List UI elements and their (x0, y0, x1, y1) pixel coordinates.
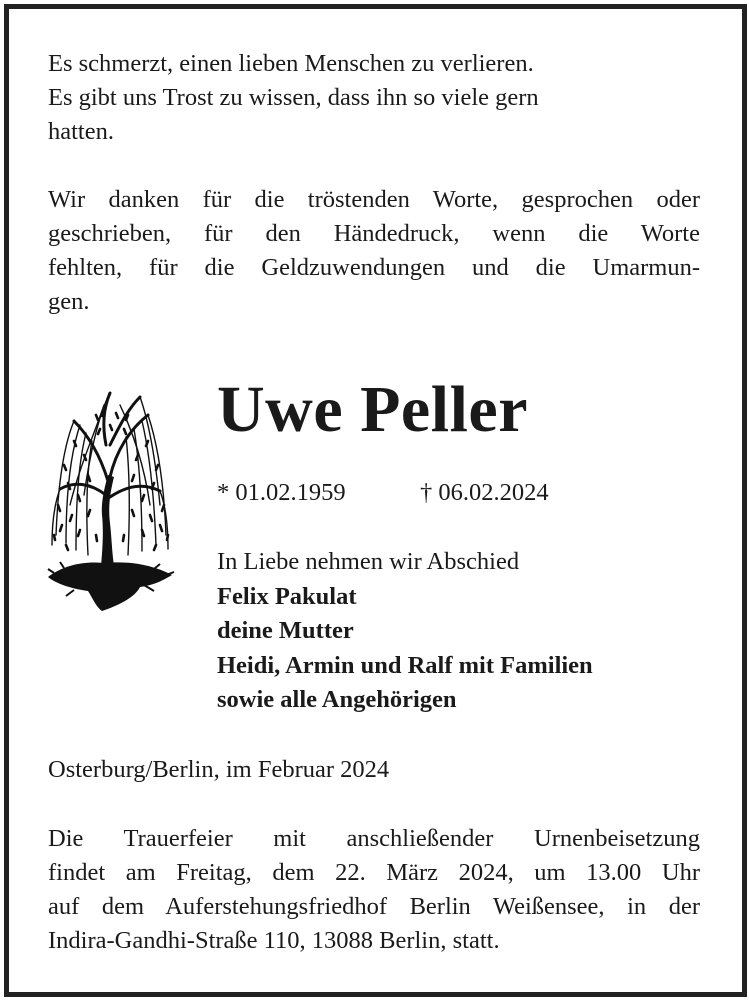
thanks-line: fehlten, für die Geldzuwendungen und die Umarmun- (48, 254, 700, 281)
mourner-name: sowie alle Angehörigen (217, 686, 457, 713)
mourner-name: deine Mutter (217, 617, 354, 644)
ceremony-line: Indira-Gandhi-Straße 110, 13088 Berlin, statt. (48, 927, 500, 954)
death-date: † 06.02.2024 (420, 479, 549, 506)
thanks-line: geschrieben, für den Händedruck, wenn die Worte (48, 220, 700, 247)
ceremony-line: Die Trauerfeier mit anschließender Urnenbeisetzung (48, 825, 700, 852)
intro-line: hatten. (48, 118, 114, 145)
ceremony-paragraph (48, 822, 700, 958)
thanks-line: gen. (48, 288, 90, 315)
life-dates (217, 476, 549, 510)
place-date (48, 753, 700, 787)
farewell-line: In Liebe nehmen wir Abschied (217, 548, 520, 575)
intro-line: Es schmerzt, einen lieben Menschen zu verlieren. (48, 50, 534, 77)
mourners-block (217, 545, 593, 718)
mourner-name: Felix Pakulat (217, 582, 357, 610)
mourner-name: Heidi, Armin und Ralf mit Familien (217, 651, 593, 679)
intro-line: Es gibt uns Trost zu wissen, dass ihn so viele gern (48, 84, 539, 111)
weeping-willow-icon (44, 385, 176, 617)
place-date-text: Osterburg/Berlin, im Februar 2024 (48, 756, 390, 783)
ceremony-line: findet am Freitag, dem 22. März 2024, um 13.00 Uhr (48, 859, 700, 886)
thanks-line: Wir danken für die tröstenden Worte, gesprochen oder (48, 186, 700, 213)
deceased-name: Uwe Peller (217, 373, 528, 446)
thanks-paragraph (48, 183, 700, 319)
intro-paragraph (48, 47, 700, 149)
ceremony-line: auf dem Auferstehungsfriedhof Berlin Weißensee, in der (48, 893, 700, 920)
birth-date: * 01.02.1959 (217, 479, 346, 506)
